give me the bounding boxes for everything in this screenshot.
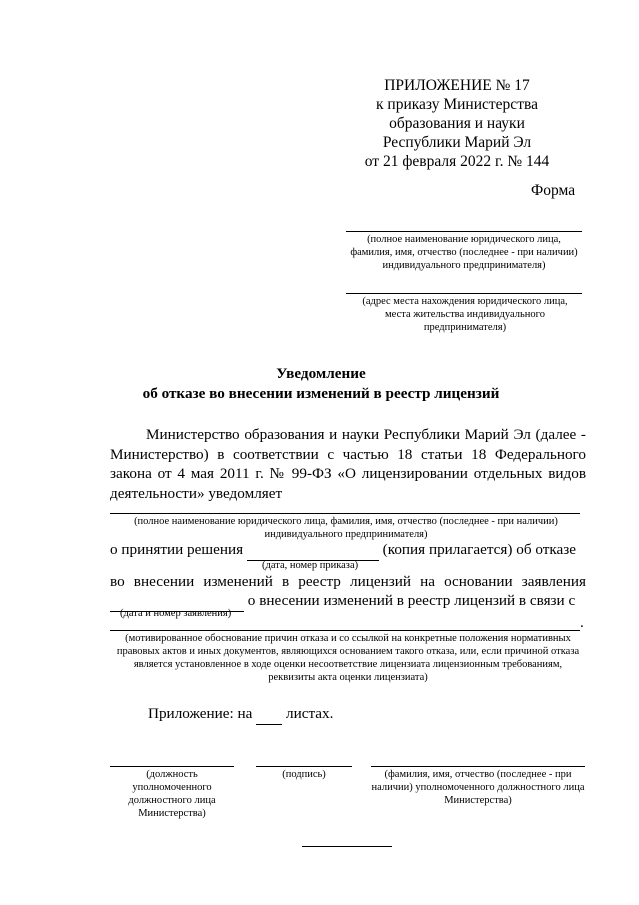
appendix-order-ref: к приказу Министерства (376, 96, 538, 113)
title-line-1: Уведомление (276, 365, 366, 382)
intro-paragraph: Министерство образования и науки Республики Марий Эл (далее - Министерство) в соответствии с частью 18 статьи 18 Федерального закона от 4 мая 2011 г. № 99-ФЗ «О лицензировании отдельных видов деятельности» уведомляет (110, 426, 586, 502)
reason-trailing-dot: . (580, 614, 584, 631)
addressee-address-line (346, 293, 582, 294)
form-label: Форма (531, 182, 576, 199)
position-caption: (должность уполномоченного должностного лица Министерства) (128, 769, 216, 819)
title-line-2: об отказе во внесении изменений в реестр лицензий (142, 384, 500, 402)
full-name-signature-line (371, 766, 585, 767)
full-name-caption: (фамилия, имя, отчество (последнее - при наличии) уполномоченного должностного лица Министерства) (371, 769, 585, 806)
licensee-caption: (полное наименование юридического лица, фамилия, имя, отчество (последнее - при наличии) индивидуального предпринимателя) (134, 516, 558, 540)
application-suffix: о внесении изменений в реестр лицензий в связи с (247, 592, 576, 609)
decision-line (110, 540, 586, 561)
basis-text: во внесении изменений в реестр лицензий на основании заявления (110, 573, 586, 590)
licensee-line (110, 513, 580, 514)
attachment-line (148, 704, 333, 725)
appendix-ministry: образования и науки (389, 115, 525, 132)
appendix-order-date: от 21 февраля 2022 г. № 144 (364, 153, 550, 170)
signature-caption: (подпись) (282, 769, 326, 780)
addressee-name-line (346, 231, 582, 232)
decision-prefix: о принятии решения (110, 541, 244, 558)
application-caption: (дата и номер заявления) (120, 608, 232, 619)
addressee-name-caption: (полное наименование юридического лица, фамилия, имя, отчество (последнее - при наличии) индивидуального предпринимателя) (350, 234, 578, 271)
order-caption: (дата, номер приказа) (262, 560, 359, 571)
decision-suffix: (копия прилагается) об отказе (382, 541, 577, 558)
closing-separator (302, 846, 392, 847)
attachment-prefix: Приложение: на (148, 705, 253, 722)
appendix-republic: Республики Марий Эл (382, 134, 532, 151)
reason-caption: (мотивированное обоснование причин отказа и со ссылкой на конкретные положения нормативных правовых актов и иных документов, являющихся основанием такого отказа, или, если причиной отказа является установленное в ходе оценки несоответствие лицензиата лицензионным требованиям, реквизиты акта оценки лицензиата) (116, 633, 580, 683)
attachment-suffix: листах. (286, 705, 334, 722)
appendix-number: ПРИЛОЖЕНИЕ № 17 (384, 77, 530, 94)
sheet-count-field[interactable] (256, 704, 282, 725)
addressee-address-caption: (адрес места нахождения юридического лица, места жительства индивидуального предпринимателя) (362, 296, 568, 333)
reason-line (110, 630, 580, 631)
position-signature-line (110, 766, 234, 767)
document-title (60, 364, 582, 403)
order-date-number-field[interactable] (247, 540, 379, 561)
signature-line (256, 766, 352, 767)
appendix-header (325, 76, 565, 171)
